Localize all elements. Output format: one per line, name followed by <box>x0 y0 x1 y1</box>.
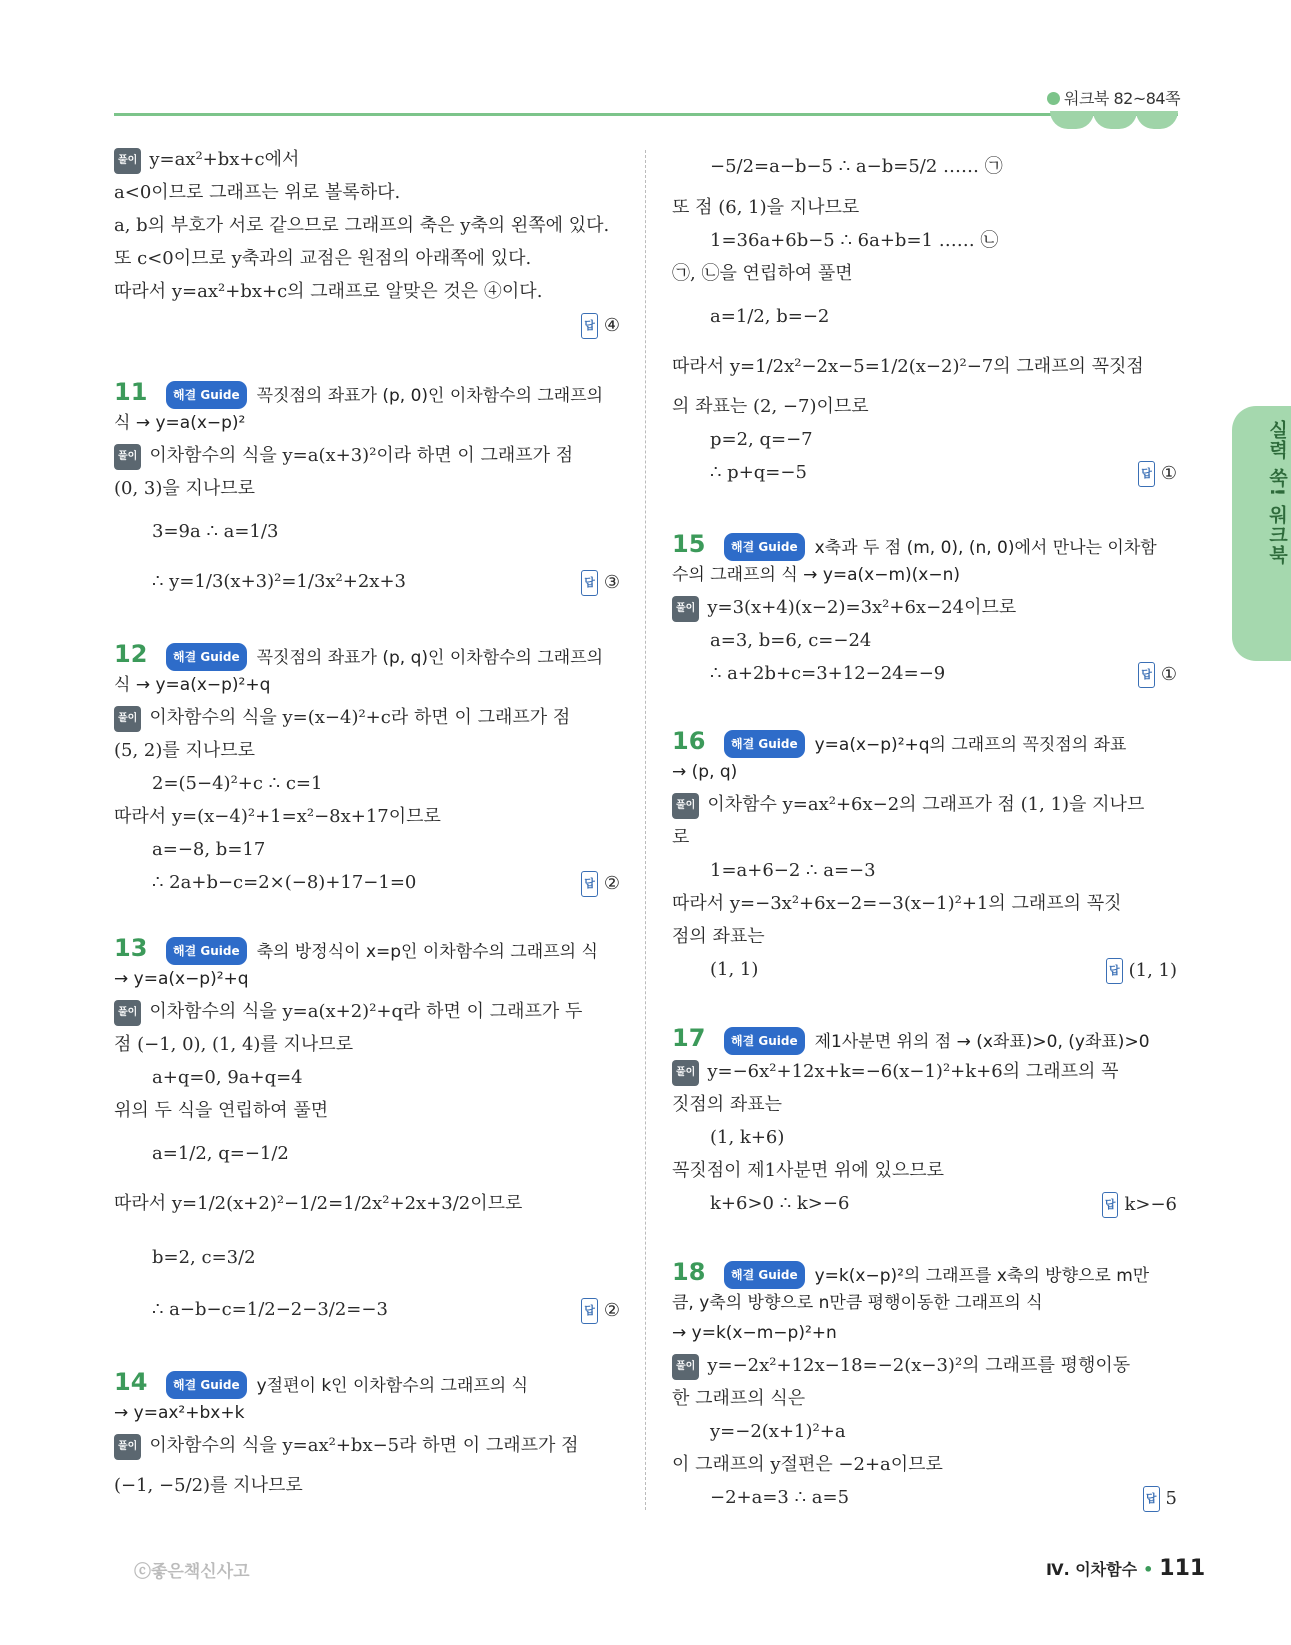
solution-badge: 풀이 <box>672 596 699 622</box>
solution-line: 1=a+6−2 ∴ a=−3 <box>710 860 876 881</box>
problem-number: 17 <box>672 1024 706 1052</box>
answer: 답 ① <box>1138 461 1177 487</box>
solution-line: y=−2(x+1)²+a <box>710 1421 846 1442</box>
guide-badge: 해결 Guide <box>724 533 805 561</box>
guide-badge: 해결 Guide <box>724 1027 805 1055</box>
solution-badge: 풀이 <box>114 444 141 470</box>
solution-line: 의 좌표는 (2, −7)이므로 <box>672 396 869 417</box>
solution-line: 꼭짓점이 제1사분면 위에 있으므로 <box>672 1160 945 1181</box>
solution-line: 따라서 y=(x−4)²+1=x²−8x+17이므로 <box>114 806 441 827</box>
guide-line: 해결 Guide 제1사분면 위의 점 → (x좌표)>0, (y좌표)>0 <box>724 1027 1150 1055</box>
solution-badge: 풀이 <box>114 1434 141 1460</box>
solution-line: (1, 1) <box>710 959 759 980</box>
solution-line: 또 c<0이므로 y축과의 교점은 원점의 아래쪽에 있다. <box>114 248 532 269</box>
solution-line: 2=(5−4)²+c ∴ c=1 <box>152 773 323 794</box>
answer-badge: 답 <box>581 313 598 339</box>
solution-line: b=2, c=3/2 <box>152 1247 256 1268</box>
guide-line: 해결 Guide 축의 방정식이 x=p인 이차함수의 그래프의 식 <box>166 937 598 965</box>
guide-line: → y=k(x−m−p)²+n <box>672 1323 837 1343</box>
solution-line: 이 그래프의 y절편은 −2+a이므로 <box>672 1454 943 1475</box>
answer: 답 ① <box>1138 662 1177 688</box>
problem-number: 11 <box>114 378 148 406</box>
page-footer <box>1046 1556 1205 1581</box>
solution-line: (0, 3)을 지나므로 <box>114 478 256 499</box>
solution-line: a+q=0, 9a+q=4 <box>152 1067 303 1088</box>
answer-badge: 답 <box>1106 958 1123 984</box>
answer-badge: 답 <box>581 871 598 897</box>
solution-line: 점 (−1, 0), (1, 4)를 지나므로 <box>114 1034 354 1055</box>
guide-line: → y=ax²+bx+k <box>114 1403 245 1423</box>
guide-badge: 해결 Guide <box>166 643 247 671</box>
solution-line: 풀이 y=3(x+4)(x−2)=3x²+6x−24이므로 <box>672 596 1016 622</box>
solution-line: (1, k+6) <box>710 1127 785 1148</box>
solution-line: 풀이 이차함수의 식을 y=ax²+bx−5라 하면 이 그래프가 점 <box>114 1434 579 1460</box>
chapter-title: Ⅳ. 이차함수 <box>1046 1560 1138 1579</box>
solution-line: a<0이므로 그래프는 위로 볼록하다. <box>114 182 401 203</box>
solution-line: 따라서 y=ax²+bx+c의 그래프로 알맞은 것은 ④이다. <box>114 281 543 302</box>
problem-number: 13 <box>114 934 148 962</box>
guide-line: 해결 Guide x축과 두 점 (m, 0), (n, 0)에서 만나는 이차함 <box>724 533 1157 561</box>
answer-badge: 답 <box>1138 461 1155 487</box>
solution-line: ∴ y=1/3(x+3)²=1/3x²+2x+3 <box>152 571 406 592</box>
guide-badge: 해결 Guide <box>724 1261 805 1289</box>
guide-badge: 해결 Guide <box>724 730 805 758</box>
header-wave-decoration <box>1136 111 1178 129</box>
answer-badge: 답 <box>1102 1192 1119 1218</box>
answer-badge: 답 <box>1143 1486 1160 1512</box>
answer: 답 ④ <box>581 313 620 339</box>
solution-line: ∴ 2a+b−c=2×(−8)+17−1=0 <box>152 872 417 893</box>
side-tab-label: 실력 쑥! 워크북 <box>1266 420 1288 565</box>
solution-line: −2+a=3 ∴ a=5 <box>710 1487 850 1508</box>
solution-line: (−1, −5/2)를 지나므로 <box>114 1475 303 1496</box>
solution-line: a=−8, b=17 <box>152 839 266 860</box>
solution-line: a, b의 부호가 서로 같으므로 그래프의 축은 y축의 왼쪽에 있다. <box>114 215 610 236</box>
guide-line: 식 → y=a(x−p)²+q <box>114 675 271 695</box>
header-wave-decoration <box>1050 111 1094 129</box>
solution-badge: 풀이 <box>114 706 141 732</box>
solution-line: 짓점의 좌표는 <box>672 1094 783 1115</box>
solution-line: 따라서 y=−3x²+6x−2=−3(x−1)²+1의 그래프의 꼭짓 <box>672 893 1122 914</box>
problem-number: 12 <box>114 640 148 668</box>
solution-line: (5, 2)를 지나므로 <box>114 740 256 761</box>
solution-line: 풀이 y=−2x²+12x−18=−2(x−3)²의 그래프를 평행이동 <box>672 1354 1130 1380</box>
answer: 답 (1, 1) <box>1106 958 1177 984</box>
solution-line: 점의 좌표는 <box>672 926 765 947</box>
answer-badge: 답 <box>1138 662 1155 688</box>
answer: 답 ③ <box>581 570 620 596</box>
answer: 답 ② <box>581 871 620 897</box>
problem-number: 18 <box>672 1258 706 1286</box>
solution-line: 따라서 y=1/2(x+2)²−1/2=1/2x²+2x+3/2이므로 <box>114 1193 523 1214</box>
solution-badge: 풀이 <box>672 1354 699 1380</box>
solution-line: 따라서 y=1/2x²−2x−5=1/2(x−2)²−7의 그래프의 꼭짓점 <box>672 356 1144 377</box>
solution-line: 3=9a ∴ a=1/3 <box>152 521 279 542</box>
guide-line: 수의 그래프의 식 → y=a(x−m)(x−n) <box>672 565 961 585</box>
solution-line: 풀이 이차함수의 식을 y=(x−4)²+c라 하면 이 그래프가 점 <box>114 706 570 732</box>
solution-line: 또 점 (6, 1)을 지나므로 <box>672 197 860 218</box>
guide-line: 해결 Guide 꼭짓점의 좌표가 (p, 0)인 이차함수의 그래프의 <box>166 381 603 409</box>
guide-line: 큼, y축의 방향으로 n만큼 평행이동한 그래프의 식 <box>672 1293 1043 1313</box>
solution-line: 풀이 이차함수 y=ax²+6x−2의 그래프가 점 (1, 1)을 지나므 <box>672 793 1144 819</box>
guide-badge: 해결 Guide <box>166 937 247 965</box>
solution-badge: 풀이 <box>672 793 699 819</box>
solution-line: 한 그래프의 식은 <box>672 1388 806 1409</box>
solution-line: a=1/2, q=−1/2 <box>152 1143 289 1164</box>
solution-line: ∴ p+q=−5 <box>710 462 807 483</box>
solution-line: 풀이 y=−6x²+12x+k=−6(x−1)²+k+6의 그래프의 꼭 <box>672 1060 1118 1086</box>
header-wave-decoration <box>1093 111 1137 129</box>
guide-badge: 해결 Guide <box>166 1371 247 1399</box>
solution-line: ∴ a−b−c=1/2−2−3/2=−3 <box>152 1299 388 1320</box>
answer-badge: 답 <box>581 1298 598 1324</box>
guide-badge: 해결 Guide <box>166 381 247 409</box>
header-bullet-icon <box>1047 92 1060 105</box>
solution-line: ∴ a+2b+c=3+12−24=−9 <box>710 663 946 684</box>
problem-number: 15 <box>672 530 706 558</box>
solution-line: 풀이 y=ax²+bx+c에서 <box>114 148 299 174</box>
answer: 답 5 <box>1143 1486 1177 1512</box>
guide-line: 해결 Guide y=k(x−p)²의 그래프를 x축의 방향으로 m만 <box>724 1261 1149 1289</box>
answer-badge: 답 <box>581 570 598 596</box>
guide-line: → y=a(x−p)²+q <box>114 969 249 989</box>
header-rule <box>114 113 1178 116</box>
solution-line: 풀이 이차함수의 식을 y=a(x+2)²+q라 하면 이 그래프가 두 <box>114 1000 582 1026</box>
guide-line: 해결 Guide 꼭짓점의 좌표가 (p, q)인 이차함수의 그래프의 <box>166 643 603 671</box>
answer: 답 ② <box>581 1298 620 1324</box>
solution-line: 위의 두 식을 연립하여 풀면 <box>114 1100 329 1121</box>
problem-number: 14 <box>114 1368 148 1396</box>
guide-line: 해결 Guide y절편이 k인 이차함수의 그래프의 식 <box>166 1371 528 1399</box>
publisher-logo: ⓒ좋은책신사고 <box>134 1562 250 1582</box>
column-separator <box>645 150 646 1510</box>
solution-badge: 풀이 <box>114 1000 141 1026</box>
solution-badge: 풀이 <box>672 1060 699 1086</box>
solution-line: k+6>0 ∴ k>−6 <box>710 1193 850 1214</box>
solution-badge: 풀이 <box>114 148 141 174</box>
footer-dot-icon: • <box>1143 1560 1154 1579</box>
answer: 답 k>−6 <box>1102 1192 1177 1218</box>
solution-line: 1=36a+6b−5 ∴ 6a+b=1 …… ㉡ <box>710 230 999 251</box>
page-number: 111 <box>1159 1556 1206 1581</box>
solution-line: a=3, b=6, c=−24 <box>710 630 872 651</box>
solution-line: 풀이 이차함수의 식을 y=a(x+3)²이라 하면 이 그래프가 점 <box>114 444 573 470</box>
workbook-page-ref: 워크북 82~84쪽 <box>1064 89 1181 108</box>
guide-line: 해결 Guide y=a(x−p)²+q의 그래프의 꼭짓점의 좌표 <box>724 730 1126 758</box>
solution-line: a=1/2, b=−2 <box>710 306 830 327</box>
solution-line: ㉠, ㉡을 연립하여 풀면 <box>672 263 853 284</box>
guide-line: → (p, q) <box>672 762 738 782</box>
solution-line: 로 <box>672 827 690 848</box>
solution-line: −5/2=a−b−5 ∴ a−b=5/2 …… ㉠ <box>710 156 1003 177</box>
guide-line: 식 → y=a(x−p)² <box>114 413 246 433</box>
solution-line: p=2, q=−7 <box>710 429 813 450</box>
problem-number: 16 <box>672 727 706 755</box>
